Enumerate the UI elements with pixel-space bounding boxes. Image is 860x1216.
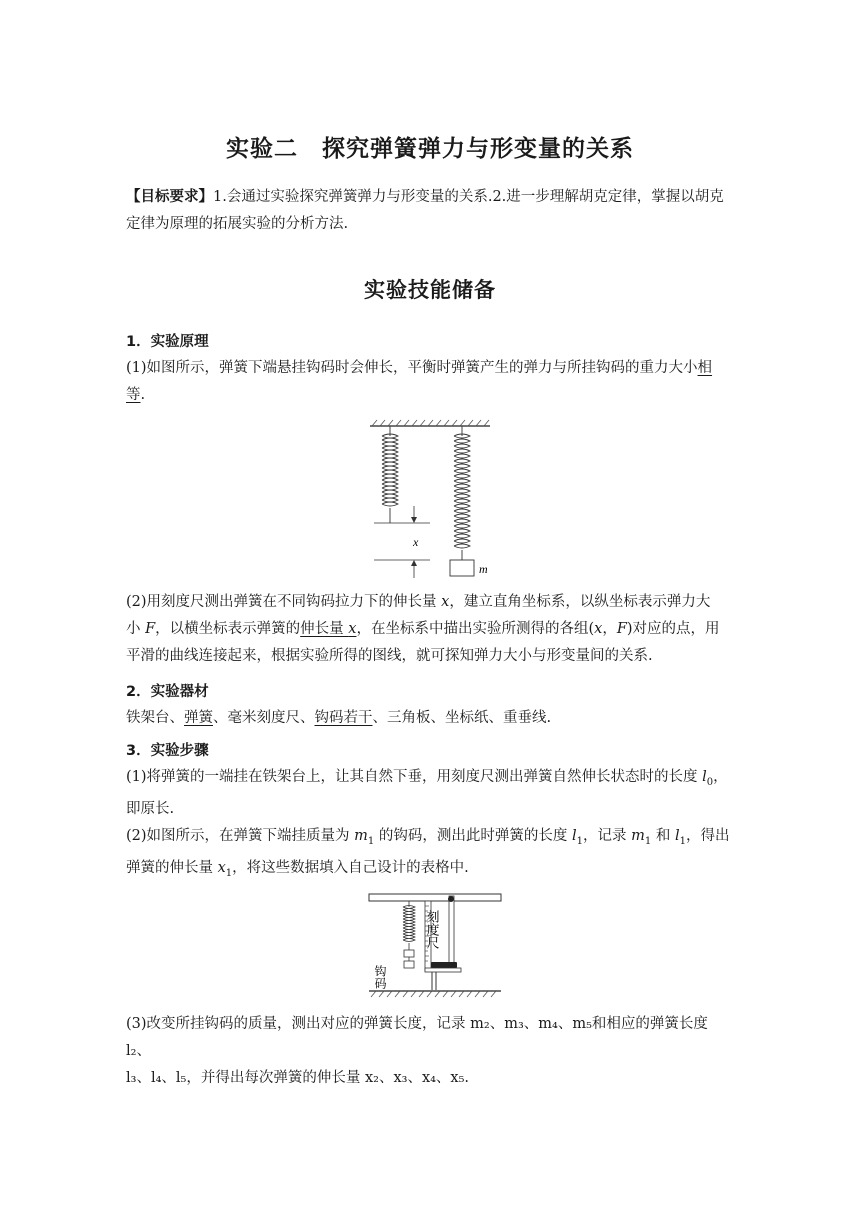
- goal-label: 【目标要求】: [126, 189, 213, 205]
- iron-stand-figure: [365, 890, 505, 1002]
- hook-weight-2: [404, 961, 414, 968]
- step-1: (1)将弹簧的一端挂在铁架台上，让其自然下垂，用刻度尺测出弹簧自然伸长状态时的长度 $l_0$， 即原长.: [126, 769, 728, 817]
- page-title: 实验二 探究弹簧弹力与形变量的关系: [226, 136, 634, 162]
- mass-block: [450, 560, 474, 576]
- section-title: 实验技能储备: [364, 278, 496, 302]
- heading-principle: 1．实验原理: [126, 334, 209, 350]
- stand-spring: [403, 901, 415, 950]
- goal-text-line2: 定律为原理的拓展实验的分析方法.: [126, 216, 349, 232]
- fig1-m-label: m: [479, 562, 488, 576]
- spring-figure: [360, 418, 500, 583]
- heading-steps: 3．实验步骤: [126, 743, 209, 759]
- step-3: (3)改变所挂钩码的质量，测出对应的弹簧长度，记录 m₂、m₃、m₄、m₅和相应的弹簧长度 l₂、 l₃、l₄、l₅，并得出每次弹簧的伸长量 x₂、x₃、x₄、x₅.: [126, 1016, 708, 1086]
- underlined-answer: 等: [126, 387, 141, 403]
- goal-paragraph: [126, 184, 736, 238]
- principle-paragraph-1: (1)如图所示，弹簧下端悬挂钩码时会伸长，平衡时弹簧产生的弹力与所挂钩码的重力大小相 等.: [126, 360, 713, 403]
- fig1-x-label: x: [413, 535, 419, 549]
- heading-equipment: 2．实验器材: [126, 684, 209, 700]
- hook-weight-1: [404, 950, 414, 957]
- underlined-answer: 钩码若干: [314, 710, 373, 726]
- underlined-answer: 相: [697, 360, 713, 376]
- fig2-ruler-label: 刻度尺: [423, 910, 439, 949]
- left-spring: [382, 426, 398, 523]
- step-2: (2)如图所示，在弹簧下端挂质量为 $m_1$ 的钩码，测出此时弹簧的长度 $l_1$，记录 $m_1$ 和 $l_1$，得出 弹簧的伸长量 $x_1$，将这些数据填入自己设计的表格中.: [126, 828, 730, 879]
- principle-paragraph-2: (2)用刻度尺测出弹簧在不同钩码拉力下的伸长量 x，建立直角坐标系，以纵坐标表示弹力大 小 F，以横坐标表示弹簧的伸长量 x，在坐标系中描出实验所测得的各组(x，F)对应的点，用 平滑的曲线连接起来，根据实验所得的图线，就可探知弹力大小与形变量间的关系.: [126, 594, 720, 664]
- goal-text-line1: 1.会通过实验探究弹簧弹力与形变量的关系.2.进一步理解胡克定律，掌握以胡克: [213, 189, 724, 205]
- underlined-answer: 伸长量 x: [300, 621, 357, 637]
- right-spring: [454, 426, 470, 560]
- fig2-hook-label: 钩码: [373, 965, 387, 989]
- underlined-answer: 弹簧: [184, 710, 213, 726]
- equipment-list: 铁架台、弹簧、毫米刻度尺、钩码若干、三角板、坐标纸、重垂线.: [126, 710, 552, 726]
